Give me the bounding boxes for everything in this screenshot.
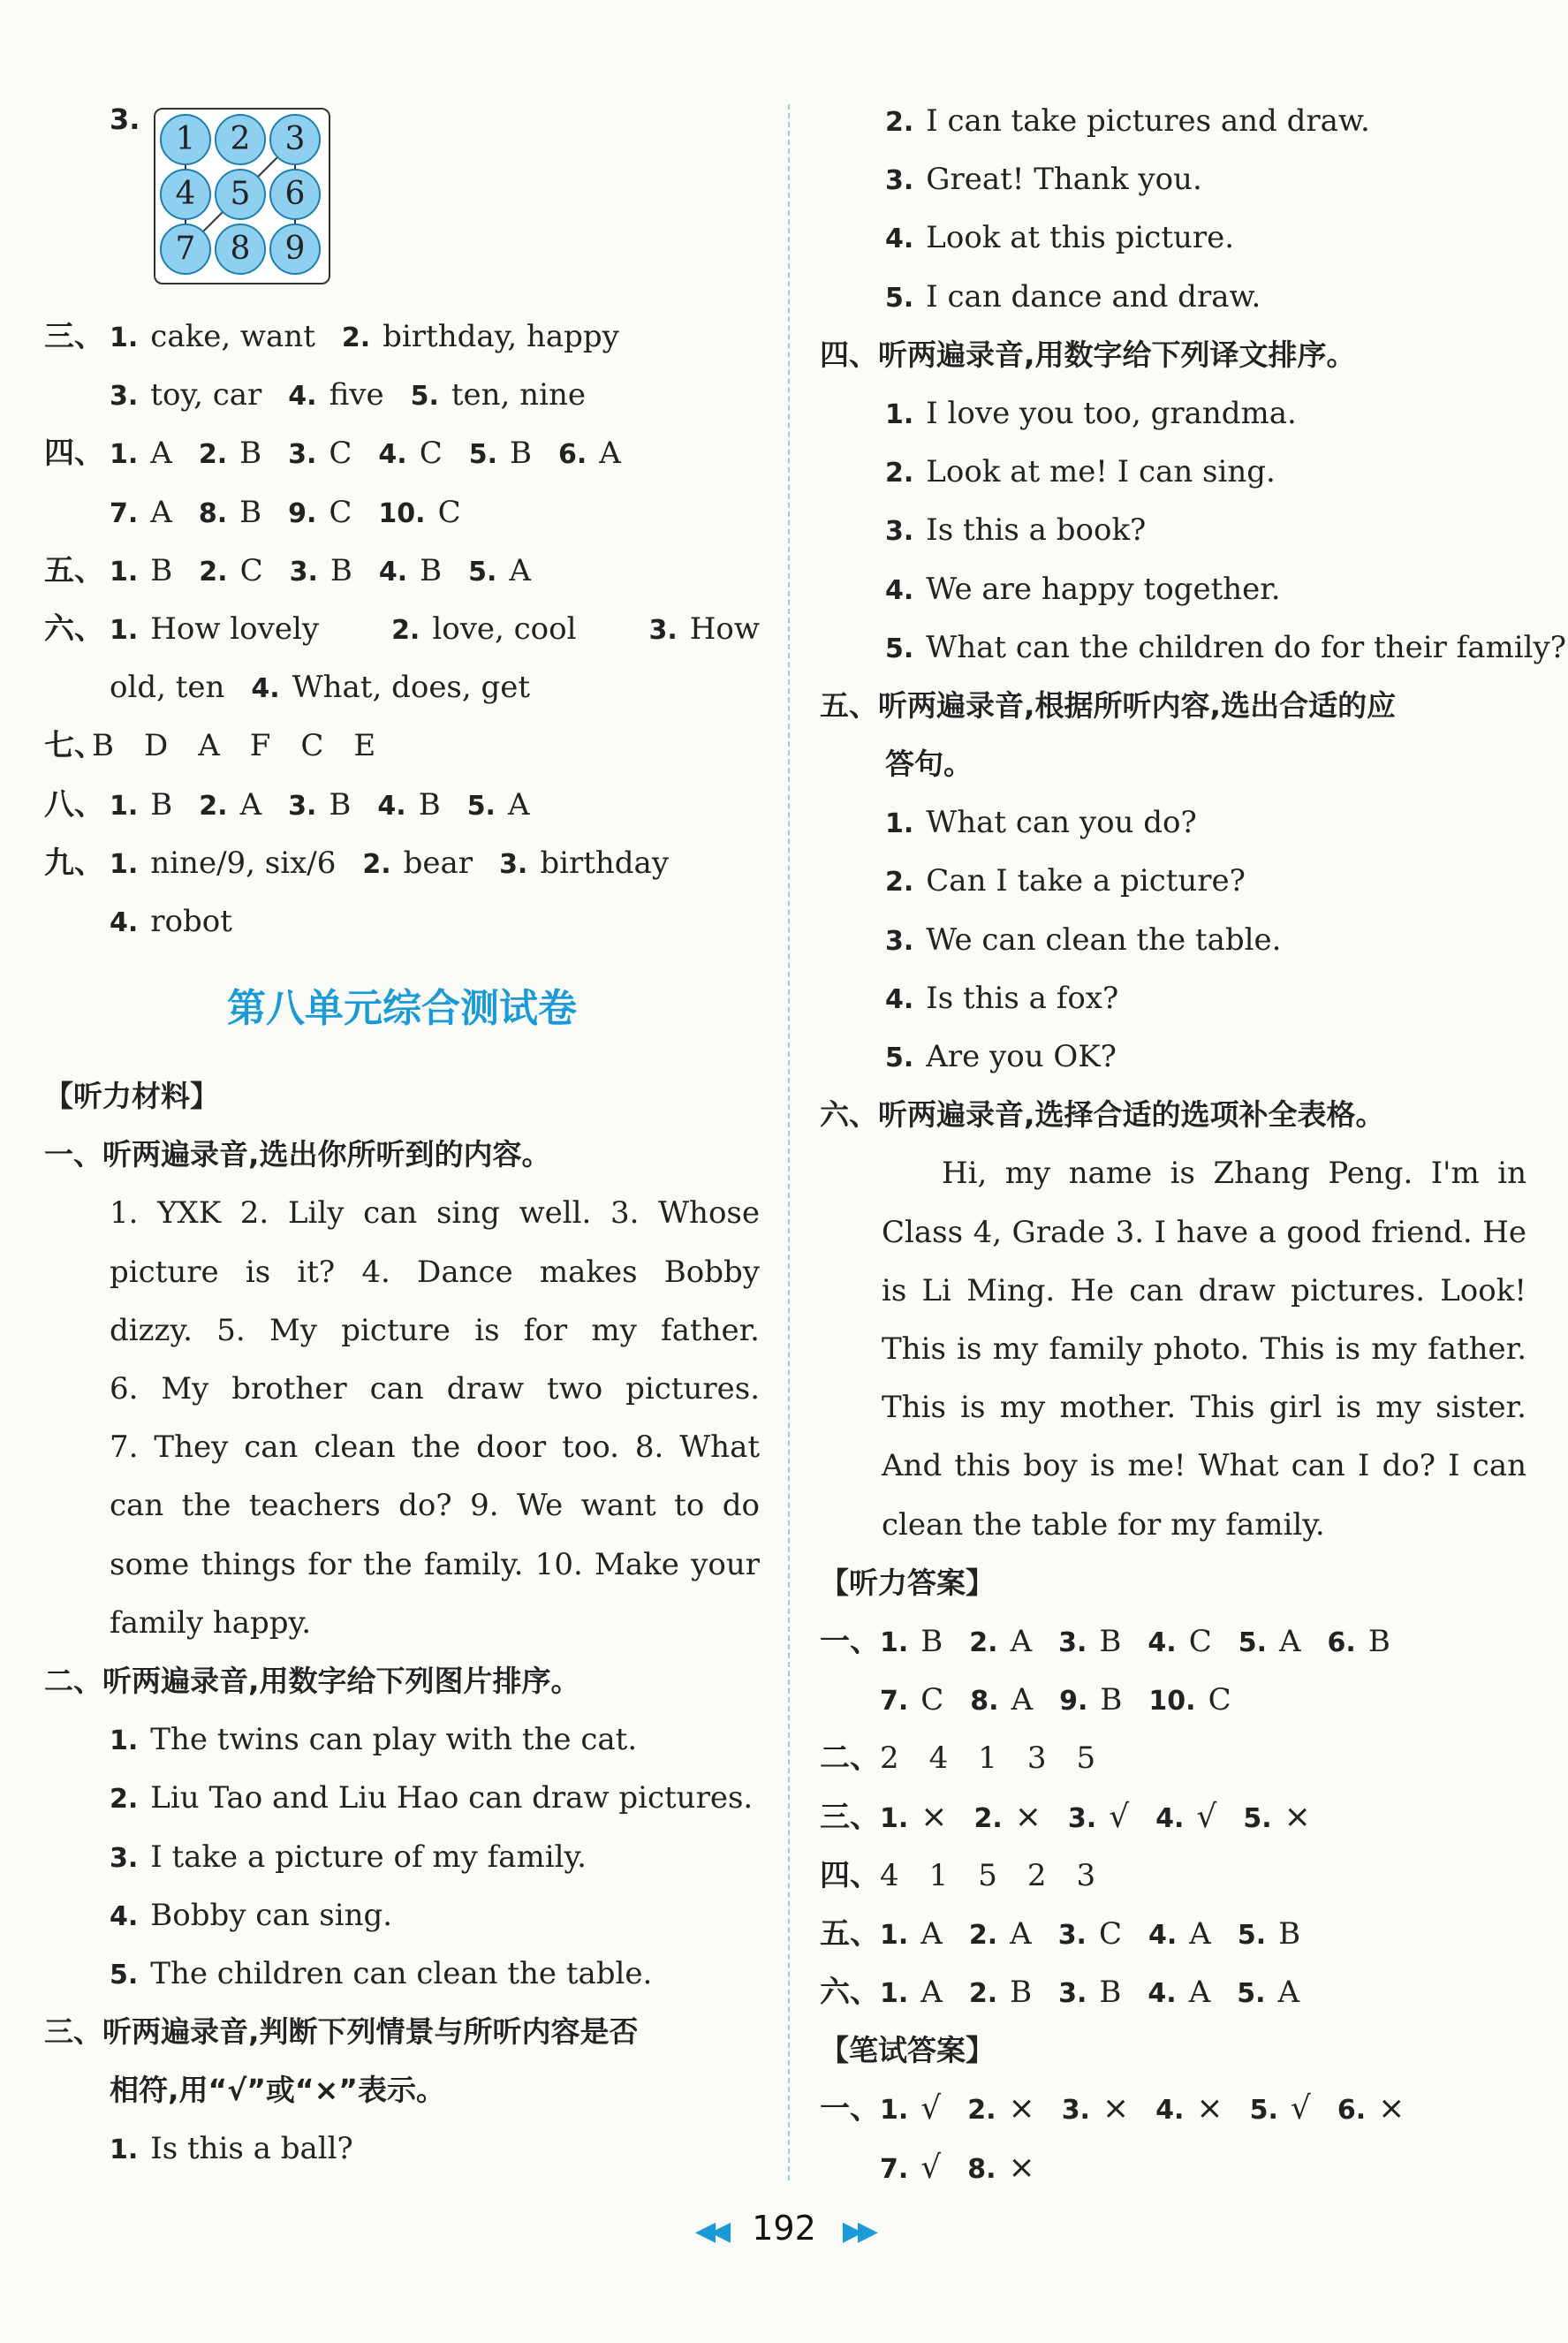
item-number: 4. [1148, 1919, 1178, 1951]
item-number: 4. [1148, 1978, 1177, 2010]
item-number: 3. [1058, 1626, 1087, 1658]
item-answer: √ [1290, 2090, 1311, 2127]
grid-answer [44, 95, 760, 307]
answer-s4-line1 [44, 424, 760, 482]
item-answer: B [239, 494, 262, 530]
item-number: 9. [288, 497, 317, 529]
item-text: What can you do? [926, 805, 1197, 841]
item-answer: √ [1109, 1798, 1130, 1835]
section-prefix: 一、 [820, 2091, 880, 2127]
item-number: 2. [885, 458, 914, 489]
section-prefix: 六、 [820, 1975, 880, 2011]
section-prefix: 九、 [44, 845, 104, 881]
item-number: 3. [110, 381, 139, 413]
list-item [820, 150, 1526, 209]
item-answer: A [1011, 1682, 1034, 1718]
list-item [820, 852, 1526, 910]
item-answer: √ [920, 2149, 942, 2186]
item-number: 2. [973, 1802, 1003, 1834]
question4-heading: 四、听两遍录音,用数字给下列译文排序。 [820, 337, 1356, 372]
item-number: 1. [110, 848, 139, 880]
question2-heading: 二、听两遍录音,用数字给下列图片排序。 [44, 1663, 580, 1698]
item-answer: A [1010, 1915, 1032, 1952]
item-text: Liu Tao and Liu Hao can draw pictures. [150, 1780, 754, 1816]
item-number: 3. [1061, 2095, 1090, 2127]
item-number: 3. [288, 439, 317, 471]
item-number: 1. [110, 790, 139, 822]
item-number: 3. [885, 516, 914, 548]
item-number: 3. [1058, 1978, 1087, 2010]
answer-s3-line1 [44, 307, 760, 366]
item-number: 3. [288, 790, 317, 822]
column-divider [788, 104, 790, 2180]
item-text: Can I take a picture? [926, 863, 1246, 899]
section-prefix: 六、 [44, 610, 104, 647]
item-answer: B [510, 436, 532, 472]
answer-a1-line1 [820, 1612, 1526, 1671]
item-number: 1. [110, 2134, 139, 2166]
item-answer: × [1102, 2090, 1130, 2127]
item-answer: B [150, 552, 173, 588]
number-grid [154, 108, 330, 284]
item-number: 4. [378, 556, 408, 588]
answer-s4-line2 [44, 483, 760, 542]
grid-cell: 2 [215, 114, 266, 165]
grid-cell: 3 [269, 114, 321, 165]
item-number: 6. [558, 439, 587, 471]
list-item [820, 92, 1526, 150]
item-number: 5. [885, 1043, 914, 1073]
item-answer: × [1378, 2090, 1405, 2127]
item-answer: A [920, 1915, 943, 1952]
item-number: 1. [110, 439, 139, 471]
listening-material-label: 【听力材料】 [44, 1079, 219, 1114]
item-answer: × [1014, 1798, 1042, 1835]
item-number: 4. [885, 574, 914, 606]
item-answer: five [329, 377, 384, 413]
item-number: 4. [1148, 1626, 1177, 1658]
written-answers-label: 【笔试答案】 [820, 2033, 995, 2068]
item-number: 2. [967, 2095, 996, 2127]
list-item [820, 384, 1526, 443]
item-number: 4. [110, 1900, 139, 1932]
section-title: 第八单元综合测试卷 [227, 986, 577, 1032]
answer-s9-line1 [44, 834, 760, 892]
item-number: 1. [885, 808, 914, 840]
question3-heading-line1: 三、听两遍录音,判断下列情景与所听内容是否 [44, 2014, 639, 2050]
answer-a3-line [820, 1788, 1526, 1846]
item-answer: × [1284, 1798, 1311, 1835]
question6-heading: 六、听两遍录音,选择合适的选项补全表格。 [820, 1097, 1385, 1133]
item-answer: A [1278, 1623, 1301, 1659]
item-text: The twins can play with the cat. [150, 1722, 638, 1758]
item-answer: C [1098, 1915, 1122, 1952]
answer-s3-line2 [44, 366, 760, 424]
answer-a6-line [820, 1963, 1526, 2021]
item-text: We are happy together. [926, 571, 1281, 607]
item-text: robot [150, 903, 232, 939]
grid-cell: 7 [160, 224, 211, 275]
list-item [820, 443, 1526, 501]
q1-text-line: dizzy. 5. My picture is for my father. [110, 1312, 760, 1348]
item-answer: B [150, 786, 173, 823]
list-item [820, 1027, 1526, 1086]
item-number: 3. [1067, 1802, 1097, 1834]
q1-text-line: 1. YXK 2. Lily can sing well. 3. Whose [110, 1195, 760, 1232]
list-item [820, 911, 1526, 969]
item-text: Great! Thank you. [926, 162, 1202, 198]
item-number: 1. [885, 398, 914, 430]
item-text: What can the children do for their family? [926, 629, 1566, 665]
item-number: 1. [110, 322, 139, 353]
section-prefix: 四、 [820, 1857, 880, 1893]
item-number: 8. [198, 497, 228, 529]
section-prefix: 八、 [44, 786, 104, 823]
answer-w1-line1 [820, 2080, 1526, 2138]
list-item [820, 501, 1526, 559]
item-text: Look at this picture. [926, 220, 1235, 256]
item-number: 4. [110, 906, 139, 938]
answer-s8-line [44, 776, 760, 834]
item-text: Look at me! I can sing. [926, 454, 1276, 490]
item-number: 3. [648, 614, 678, 646]
item-number: 9. [1059, 1686, 1088, 1717]
grid-cell: 8 [215, 224, 266, 275]
item-number: 7. [880, 1686, 909, 1717]
section-prefix: 三、 [44, 319, 104, 354]
question3-heading-line2: 相符,用“√”或“×”表示。 [110, 2073, 445, 2108]
item-number: 5. [466, 790, 496, 822]
item-number: 4. [885, 224, 914, 255]
item-number: 1. [880, 2095, 909, 2127]
q3-item [44, 2119, 760, 2178]
item-number: 2. [362, 848, 391, 880]
item-number: 4. [1155, 1802, 1185, 1834]
item-answer: A [150, 494, 172, 530]
item-number: 7. [110, 497, 139, 529]
item-number: 2. [110, 1784, 139, 1816]
grid-cell: 6 [269, 169, 321, 220]
q1-text-line: 6. My brother can draw two pictures. [110, 1371, 760, 1407]
item-text: birthday [540, 845, 670, 881]
list-item [44, 1828, 760, 1886]
list-item [820, 793, 1526, 852]
item-answer: × [1196, 2090, 1223, 2127]
item-answer: ten, nine [451, 377, 586, 413]
list-item [44, 1886, 760, 1945]
item-answer: C [1188, 1623, 1212, 1659]
item-number: 3. [1057, 1919, 1087, 1951]
item-number: 5. [1243, 1802, 1272, 1834]
section-prefix: 七、 [44, 728, 104, 764]
item-number: 1. [880, 1978, 909, 2010]
item-text: nine/9, six/6 [150, 845, 337, 881]
item-number: 2. [341, 322, 371, 353]
item-number: 5. [468, 556, 497, 588]
grid-cell: 9 [269, 224, 321, 275]
section-prefix: 三、 [820, 1799, 880, 1835]
item-number: 8. [970, 1686, 999, 1717]
item-number: 6. [1337, 2095, 1367, 2127]
item-number: 2. [969, 1626, 998, 1658]
answer-a4-line [820, 1846, 1526, 1905]
list-item [44, 1710, 760, 1769]
item-answer: A [1188, 1975, 1211, 2011]
q1-text-line: picture is it? 4. Dance makes Bobby [110, 1254, 760, 1290]
answer-a5-line [820, 1905, 1526, 1963]
item-answer: toy, car [150, 377, 262, 413]
item-number: 2. [198, 439, 228, 471]
item-number: 1. [880, 1919, 909, 1951]
item-number: 3. [499, 848, 528, 880]
question6-passage: Hi, my name is Zhang Peng. I'm in Class 4, Grade 3. I have a good friend. He is Li Ming. He can draw pictures. Look! This is my family photo. This is my father. This is my mother. This girl is my sister. And this boy is me! What can I do? I can clean the table for my family. [882, 1156, 1526, 1543]
answer-s7-line [44, 717, 760, 775]
item-number: 1. [110, 614, 139, 646]
item-number: 2. [885, 107, 914, 138]
item-number: 3. [885, 925, 914, 957]
answer-s6-line2 [44, 658, 760, 717]
item-text: I love you too, grandma. [926, 395, 1297, 431]
item-number: 5. [885, 633, 914, 664]
grid-cell: 1 [160, 114, 211, 165]
item-number: 2. [968, 1919, 998, 1951]
item-answer: B [418, 786, 441, 823]
item-answer: C [419, 436, 443, 472]
item-answer: A [239, 786, 262, 823]
item-number: 3. [885, 165, 914, 197]
item-answer: √ [920, 2090, 942, 2127]
item-number: 10. [378, 497, 426, 529]
item-text: Is this a fox? [926, 980, 1119, 1016]
item-number: 2. [391, 614, 420, 646]
answer-s6-line1 [44, 600, 760, 658]
item-answer: birthday, happy [383, 319, 619, 354]
item-answer: C [329, 494, 352, 530]
item-answer: × [1008, 2090, 1035, 2127]
item-number: 3. [289, 556, 318, 588]
item-number: 6. [1327, 1626, 1356, 1658]
item-number: 2. [968, 1978, 998, 2010]
page-footer [0, 2209, 1568, 2248]
answer-a1-line2 [820, 1671, 1526, 1729]
list-item [820, 268, 1526, 326]
item-number: 1. [110, 556, 139, 588]
item-text: I can dance and draw. [926, 278, 1261, 315]
item-answer: A [150, 436, 172, 472]
right-column [820, 92, 1566, 2197]
section-prefix: 五、 [44, 552, 104, 588]
item-number: 5. [1249, 2095, 1278, 2127]
item-text: Is this a ball? [150, 2131, 353, 2167]
item-text: I can take pictures and draw. [926, 103, 1370, 139]
item-number: 4. [1155, 2095, 1185, 2127]
list-item [44, 1769, 760, 1827]
item-text: bear [403, 845, 473, 881]
item-number: 10. [1148, 1686, 1196, 1717]
answer-text: B D A F C E [92, 728, 376, 764]
item-answer: cake, want [150, 319, 315, 354]
item-number: 5. [1237, 1978, 1266, 2010]
list-item [820, 618, 1566, 677]
list-item [44, 1945, 760, 2003]
section-prefix: 二、 [820, 1740, 880, 1777]
item-answer: A [1277, 1975, 1300, 2011]
item-number: 4. [377, 790, 406, 822]
section-prefix: 五、 [820, 1915, 880, 1952]
item-number: 3. [110, 1842, 139, 1874]
q1-text-line: 7. They can clean the door too. 8. What [110, 1429, 760, 1466]
item-number: 5. [885, 282, 914, 314]
item-answer: B [329, 786, 352, 823]
item-text: Are you OK? [926, 1039, 1117, 1074]
item-answer: × [920, 1798, 948, 1835]
section-prefix: 一、 [820, 1623, 880, 1659]
item-text: old, ten [110, 670, 225, 706]
item-text: love, cool [432, 610, 577, 647]
answer-text: 4 1 5 2 3 [880, 1857, 1096, 1893]
item-number: 5. [110, 1959, 139, 1990]
grid-cell: 5 [215, 169, 266, 220]
item-number: 8. [967, 2153, 996, 2185]
answer-s9-line2 [44, 892, 760, 951]
left-column [44, 95, 760, 2179]
item-answer: B [1367, 1623, 1390, 1659]
item-number: 5. [1238, 1626, 1267, 1658]
q1-text-line: family happy. [110, 1604, 312, 1641]
item-text: I take a picture of my family. [150, 1839, 587, 1875]
grid-number: 3. [110, 102, 140, 136]
question1-heading: 一、听两遍录音,选出你所听到的内容。 [44, 1137, 551, 1172]
item-answer: A [509, 552, 531, 588]
item-number: 4. [885, 983, 914, 1015]
item-answer: B [330, 552, 352, 588]
item-text: We can clean the table. [926, 921, 1282, 958]
page-number: 192 [752, 2209, 816, 2248]
item-number: 7. [880, 2153, 909, 2185]
q1-text-line: can the teachers do? 9. We want to do [110, 1488, 760, 1524]
item-answer: × [1008, 2149, 1035, 2186]
item-number: 2. [885, 867, 914, 899]
double-right-arrow-icon[interactable]: ▶▶ [842, 2216, 874, 2247]
item-answer: C [437, 494, 461, 530]
section-prefix: 四、 [44, 436, 104, 472]
q1-text-line: some things for the family. 10. Make your [110, 1546, 760, 1582]
item-answer: C [1208, 1682, 1231, 1718]
item-answer: B [1278, 1915, 1301, 1952]
answer-s5-line [44, 542, 760, 600]
item-answer: C [329, 436, 352, 472]
item-number: 4. [251, 673, 280, 705]
item-answer: A [599, 436, 621, 472]
item-answer: √ [1196, 1798, 1217, 1835]
item-number: 4. [288, 381, 317, 413]
item-answer: B [1099, 1975, 1122, 2011]
item-answer: B [920, 1623, 943, 1659]
item-answer: A [1189, 1915, 1211, 1952]
item-answer: B [420, 552, 443, 588]
item-text: What, does, get [292, 670, 531, 706]
item-number: 2. [199, 790, 228, 822]
item-number: 1. [880, 1626, 909, 1658]
question5-heading-line1: 五、听两遍录音,根据所听内容,选出合适的应 [820, 687, 1397, 723]
answer-w1-line2 [820, 2139, 1526, 2197]
item-number: 5. [1237, 1919, 1267, 1951]
item-answer: B [1099, 1623, 1122, 1659]
item-answer: B [239, 436, 262, 472]
list-item [820, 209, 1526, 267]
item-number: 5. [468, 439, 497, 471]
item-answer: A [1010, 1623, 1033, 1659]
grid-cell: 4 [160, 169, 211, 220]
listening-answers-label: 【听力答案】 [820, 1565, 995, 1600]
item-text: How lovely [150, 610, 320, 647]
item-number: 1. [880, 1802, 909, 1834]
double-left-arrow-icon[interactable]: ◀◀ [694, 2216, 726, 2247]
answer-text: 2 4 1 3 5 [880, 1740, 1096, 1777]
item-answer: C [920, 1682, 944, 1718]
list-item [820, 969, 1526, 1027]
item-text: Bobby can sing. [150, 1897, 393, 1933]
item-answer: B [1100, 1682, 1123, 1718]
item-text: How [689, 610, 760, 647]
item-number: 4. [378, 439, 407, 471]
item-number: 1. [110, 1725, 139, 1757]
item-answer: A [507, 786, 530, 823]
list-item [820, 560, 1526, 618]
item-number: 5. [410, 381, 439, 413]
answer-a2-line [820, 1729, 1526, 1787]
item-number: 2. [199, 556, 228, 588]
question5-heading-line2: 答句。 [885, 747, 973, 782]
item-answer: C [239, 552, 263, 588]
item-text: Is this a book? [926, 512, 1147, 549]
item-answer: A [920, 1975, 943, 2011]
item-text: The children can clean the table. [150, 1955, 653, 1991]
item-answer: B [1010, 1975, 1033, 2011]
